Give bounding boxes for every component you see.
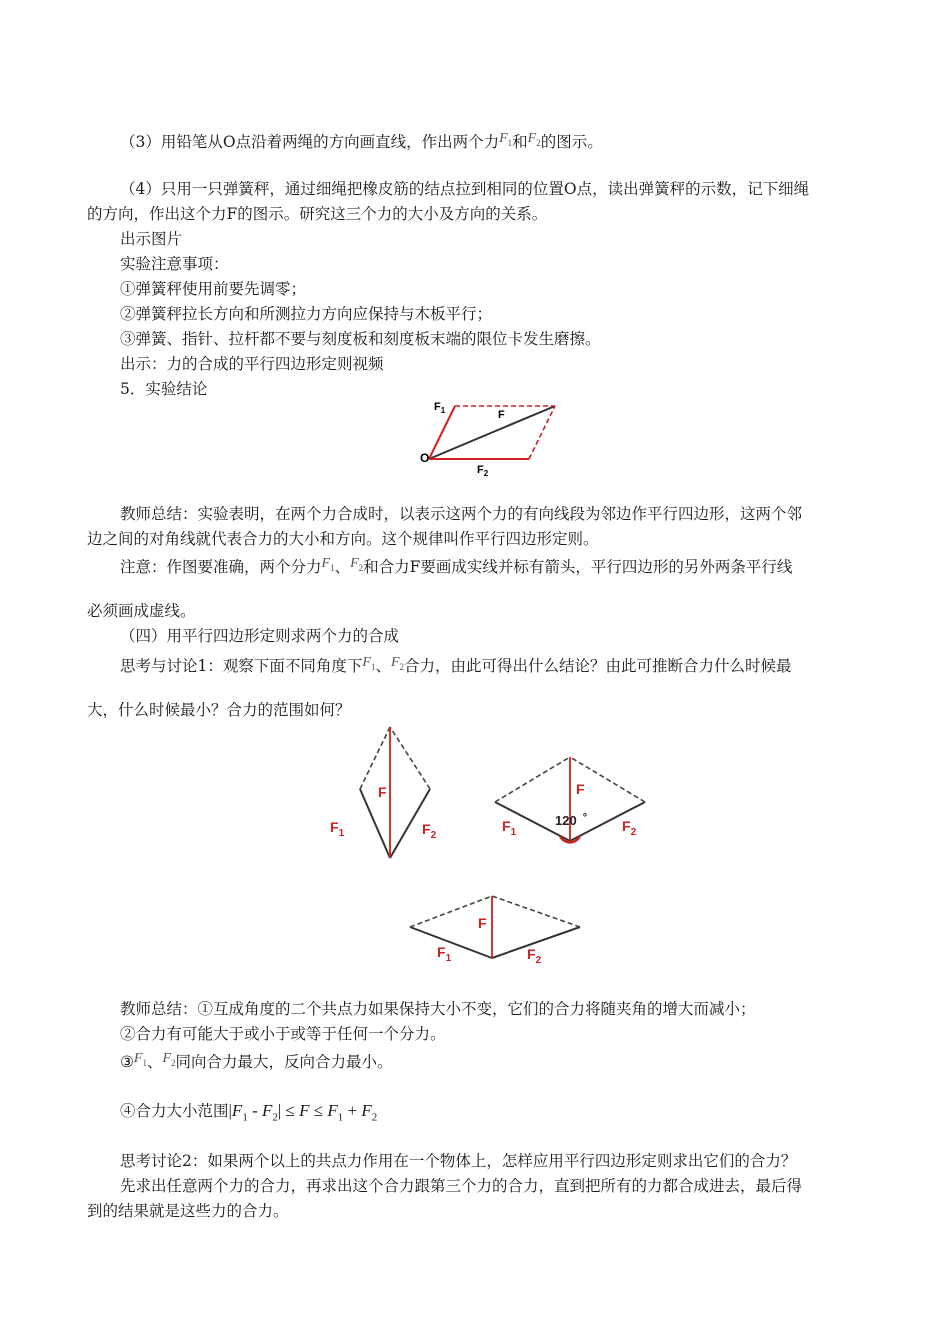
fig1-f1-label: $F_1$	[434, 401, 446, 415]
fig3-f1-label: $F_1$	[502, 818, 517, 838]
answer-2-line2: 到的结果就是这些力的合力。	[87, 1202, 289, 1220]
summary-2-line4: ④合力大小范围$|F_1 - F_2| \le F \le F_1 + F_2$	[120, 1101, 378, 1124]
notes-title: 实验注意事项：	[120, 255, 229, 273]
step-3-part-b: 和	[512, 133, 528, 151]
fig2-f1-label: $F_1$	[330, 819, 345, 839]
step-4-line1: （4）只用一只弹簧秤，通过细绳把橡皮筋的结点拉到相同的位置O点，读出弹簧秤的示数，记下细绳	[120, 180, 810, 198]
fig1-f-label: F	[498, 409, 505, 421]
think-1-line2: 大，什么时候最小？合力的范围如何？	[87, 701, 351, 719]
fig4-f1-label: $F_1$	[437, 944, 452, 964]
summary-1-line2: 边之间的对角线就代表合力的大小和方向。这个规律叫作平行四边形定则。	[87, 530, 599, 548]
note-item-2: ②弹簧秤拉长方向和所测拉力方向应保持与木板平行；	[120, 305, 493, 323]
think-1-line1: 思考与讨论1：观察下面不同角度下$F_1$、$F_2$合力，由此可得出什么结论？由此可推断合力什么时候最	[120, 655, 792, 675]
fig3-f2-label: $F_2$	[622, 818, 637, 838]
narrow-angle-figure	[320, 722, 460, 864]
f1-symbol: $F_1$	[321, 556, 335, 573]
note-item-3: ③弹簧、指针、拉杆都不要与刻度板和刻度板末端的限位卡发生磨擦。	[120, 330, 601, 348]
summary-2-line2: ②合力有可能大于或小于或等于任何一个分力。	[120, 1025, 446, 1043]
step-3-part-a: （3）用铅笔从O点沿着两绳的方向画直线，作出两个力	[120, 133, 500, 151]
section-4-heading: （四）用平行四边形定则求两个力的合成	[120, 627, 400, 645]
step-3-text	[120, 131, 603, 159]
angle-120-figure	[480, 745, 665, 855]
show-video: 出示：力的合成的平行四边形定则视频	[120, 355, 384, 373]
f2-symbol: $F_2$	[350, 556, 364, 573]
note-item-1: ①弹簧秤使用前要先调零；	[120, 280, 307, 298]
f1-symbol: $F_1$	[362, 655, 376, 672]
f1-symbol: $F_1$	[133, 1051, 147, 1068]
fig3-angle-label: 120 °	[555, 812, 588, 828]
show-picture: 出示图片	[120, 230, 183, 248]
range-formula: $|F_1 - F_2| \le F \le F_1 + F_2$	[228, 1101, 378, 1124]
think-2-text: 思考讨论2：如果两个以上的共点力作用在一个物体上，怎样应用平行四边形定则求出它们的合力？	[120, 1152, 797, 1170]
f1-symbol: $F_1$	[499, 131, 513, 148]
summary-1-line1: 教师总结：实验表明，在两个力合成时，以表示这两个力的有向线段为邻边作平行四边形，这两个邻	[120, 505, 803, 523]
fig4-f-label: F	[478, 915, 487, 931]
note-2-line2: 必须画成虚线。	[87, 602, 196, 620]
fig2-dash-left	[360, 727, 390, 789]
fig4-f2-label: $F_2$	[527, 946, 542, 966]
fig2-f2-label: $F_2$	[422, 821, 437, 841]
parallelogram-figure	[412, 396, 572, 481]
fig1-f2-label: $F_2$	[477, 464, 489, 478]
fig3-f-label: F	[576, 781, 585, 797]
f2-symbol: $F_2$	[390, 655, 405, 672]
fig2-dash-right	[390, 727, 430, 789]
note-2-line1: 注意：作图要准确，两个分力$F_1$、$F_2$和合力F要画成实线并标有箭头，平行四边形的另外两条平行线	[120, 556, 793, 576]
step-3-part-c: 的图示。	[540, 133, 603, 151]
step-4-line2: 的方向，作出这个力F的图示。研究这三个力的大小及方向的关系。	[87, 205, 548, 223]
fig4-dash-right	[492, 896, 580, 927]
f2-symbol: $F_2$	[527, 131, 541, 148]
fig3-dash-left	[495, 757, 570, 802]
fig1-origin-label: O	[420, 451, 430, 465]
fig4-f2-line	[492, 927, 580, 958]
resultant-line	[429, 406, 555, 459]
f2-symbol: $F_2$	[162, 1051, 176, 1068]
fig2-f-label: F	[378, 784, 387, 800]
wide-angle-figure	[400, 890, 590, 970]
summary-2-line3: $③F_1$、$F_2$同向合力最大，反向合力最小。	[120, 1051, 393, 1071]
dashed-right	[529, 406, 555, 459]
summary-2-line1: 教师总结：①互成角度的二个共点力如果保持大小不变，它们的合力将随夹角的增大而减小；	[120, 1000, 756, 1018]
answer-2-line1: 先求出任意两个力的合力，再求出这个合力跟第三个力的合力，直到把所有的力都合成进去，最后得	[120, 1177, 803, 1195]
section-5-heading: 5．实验结论	[120, 380, 208, 398]
